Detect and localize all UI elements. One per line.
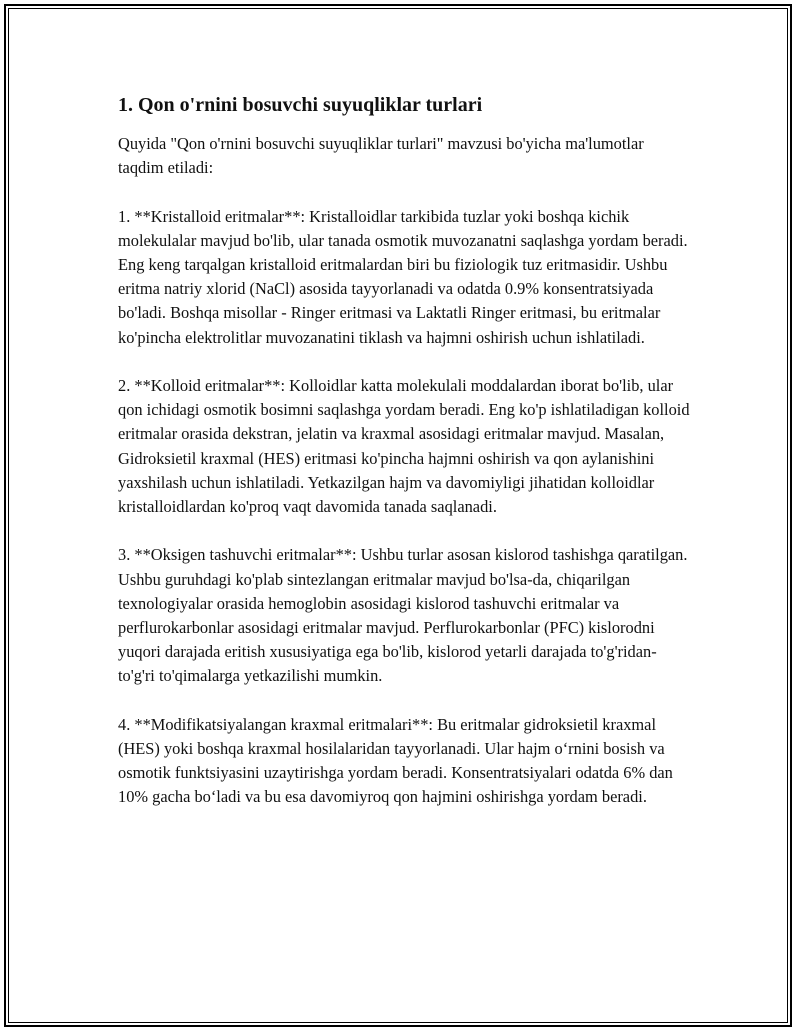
crystalloid-paragraph: 1. **Kristalloid eritmalar**: Kristalloidlar tarkibida tuzlar yoki boshqa kichik molekulalar mavjud bo'lib, ular tanada osmotik muvozanatni saqlashga yordam beradi. Eng keng tarqalgan kristalloid eritmalardan biri bu fiziologik tuz eritmasidir. Ushbu eritma natriy xlorid (NaCl) asosida tayyorlanadi va odatda 0.9% konsentratsiyada bo'ladi. Boshqa misollar - Ringer eritmasi va Laktatli Ringer eritmasi, bu eritmalar ko'pincha elektrolitlar muvozanatini tiklash va hajmni oshirish uchun ishlatiladi. [118,206,688,347]
document-body [118,92,690,834]
intro-paragraph: Quyida "Qon o'rnini bosuvchi suyuqliklar turlari" mavzusi bo'yicha ma'lumotlar taqdim etiladi: [118,134,644,178]
colloid-paragraph: 2. **Kolloid eritmalar**: Kolloidlar katta molekulali moddalardan iborat bo'lib, ular qon ichidagi osmotik bosimni saqlashga yordam beradi. Eng ko'p ishlatiladigan kolloid eritmalar orasida dekstran, jelatin va kraxmal asosidagi eritmalar mavjud. Masalan, Gidroksietil kraxmal (HES) eritmasi ko'pincha hajmni oshirish va qon aylanishini yaxshilash uchun ishlatiladi. Yetkazilgan hajm va davomiyligi jihatidan kolloidlar kristalloidlardan ko'proq vaqt davomida tanada saqlanadi. [118,376,690,517]
document-heading: 1. Qon o'rnini bosuvchi suyuqliklar turlari [118,94,483,116]
modified-starch-paragraph: 4. **Modifikatsiyalangan kraxmal eritmalari**: Bu eritmalar gidroksietil kraxmal (HES) yoki boshqa kraxmal hosilalaridan tayyorlanadi. Ular hajm o‘rnini bosish va osmotik funktsiyasini uzaytirishga yordam beradi. Konsentratsiyalari odatda 6% dan 10% gacha bo‘ladi va bu esa davomiyroq qon hajmini oshirishga yordam beradi. [118,714,673,807]
oxygen-carrier-paragraph: 3. **Oksigen tashuvchi eritmalar**: Ushbu turlar asosan kislorod tashishga qaratilgan. Ushbu guruhdagi ko'plab sintezlangan eritmalar mavjud bo'lsa-da, chiqarilgan texnologiyalar orasida hemoglobin asosidagi kislorod tashuvchi eritmalar va perflurokarbonlar asosidagi eritmalar mavjud. Perflurokarbonlar (PFC) kislorodni yuqori darajada eritish xususiyatiga ega bo'lib, kislorod yetarli darajada to'g'ridan-to'g'ri to'qimalarga yetkazilishi mumkin. [118,545,688,686]
